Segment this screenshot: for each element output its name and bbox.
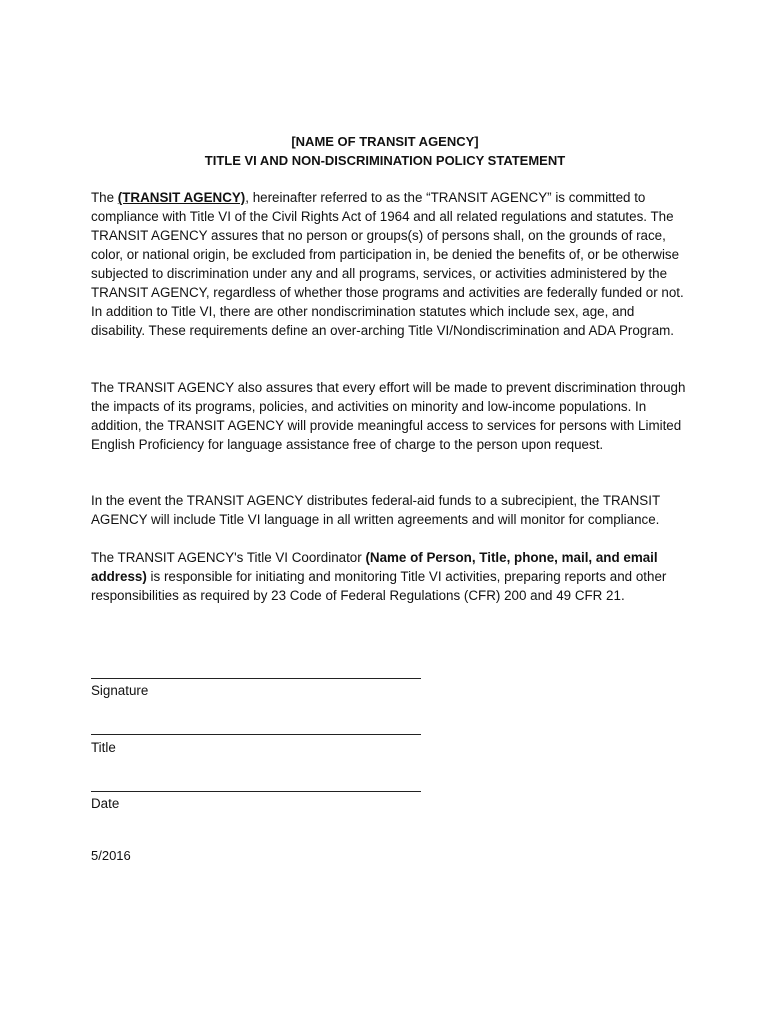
- title-label: Title: [91, 740, 116, 755]
- signature-line[interactable]: [91, 678, 421, 679]
- date-line[interactable]: [91, 791, 421, 792]
- signature-label: Signature: [91, 683, 149, 698]
- paragraph-coordinator-prefix: The TRANSIT AGENCY's Title VI Coordinator: [91, 550, 366, 565]
- paragraph-commitment-prefix: The: [91, 190, 118, 205]
- paragraph-subrecipient: [91, 491, 691, 529]
- coordinator-placeholder: (Name of Person, Title, phone, mail, and email address): [91, 550, 658, 584]
- paragraph-subrecipient-text: In the event the TRANSIT AGENCY distributes federal-aid funds to a subrecipient, the TRANSIT AGENCY will include Title VI language in all written agreements and will monitor for compliance.: [91, 493, 660, 527]
- paragraph-commitment-text: , hereinafter referred to as the “TRANSIT AGENCY” is committed to compliance with Title VI of the Civil Rights Act of 1964 and all related regulations and statutes. The TRANSIT AGENCY assures that no person or groups(s) of persons shall, on the grounds of race, color, or national origin, be excluded from participation in, be denied the benefits of, or be otherwise subjected to discrimination under any and all programs, services, or activities administered by the TRANSIT AGENCY, regardless of whether those programs and activities are federally funded or not. In addition to Title VI, there are other nondiscrimination statutes which include sex, age, and disability. These requirements define an over-arching Title VI/Nondiscrimination and ADA Program.: [91, 190, 684, 338]
- agency-name-heading: [NAME OF TRANSIT AGENCY]: [291, 134, 479, 149]
- document-title: [0, 132, 770, 170]
- paragraph-assurance-text: The TRANSIT AGENCY also assures that every effort will be made to prevent discrimination through the impacts of its programs, policies, and activities on minority and low-income populations. In addition, the TRANSIT AGENCY will provide meaningful access to services for persons with Limited English Proficiency for language assistance free of charge to the person upon request.: [91, 380, 686, 452]
- policy-statement-heading: TITLE VI AND NON-DISCRIMINATION POLICY STATEMENT: [204, 153, 566, 168]
- paragraph-coordinator-text: is responsible for initiating and monitoring Title VI activities, preparing reports and other responsibilities as required by 23 Code of Federal Regulations (CFR) 200 and 49 CFR 21.: [91, 569, 667, 603]
- paragraph-coordinator: [91, 548, 691, 605]
- paragraph-assurance: [91, 378, 691, 454]
- paragraph-commitment: [91, 188, 691, 340]
- revision-date: 5/2016: [91, 848, 131, 863]
- title-line[interactable]: [91, 734, 421, 735]
- transit-agency-placeholder: (TRANSIT AGENCY): [117, 190, 246, 205]
- date-label: Date: [91, 796, 120, 811]
